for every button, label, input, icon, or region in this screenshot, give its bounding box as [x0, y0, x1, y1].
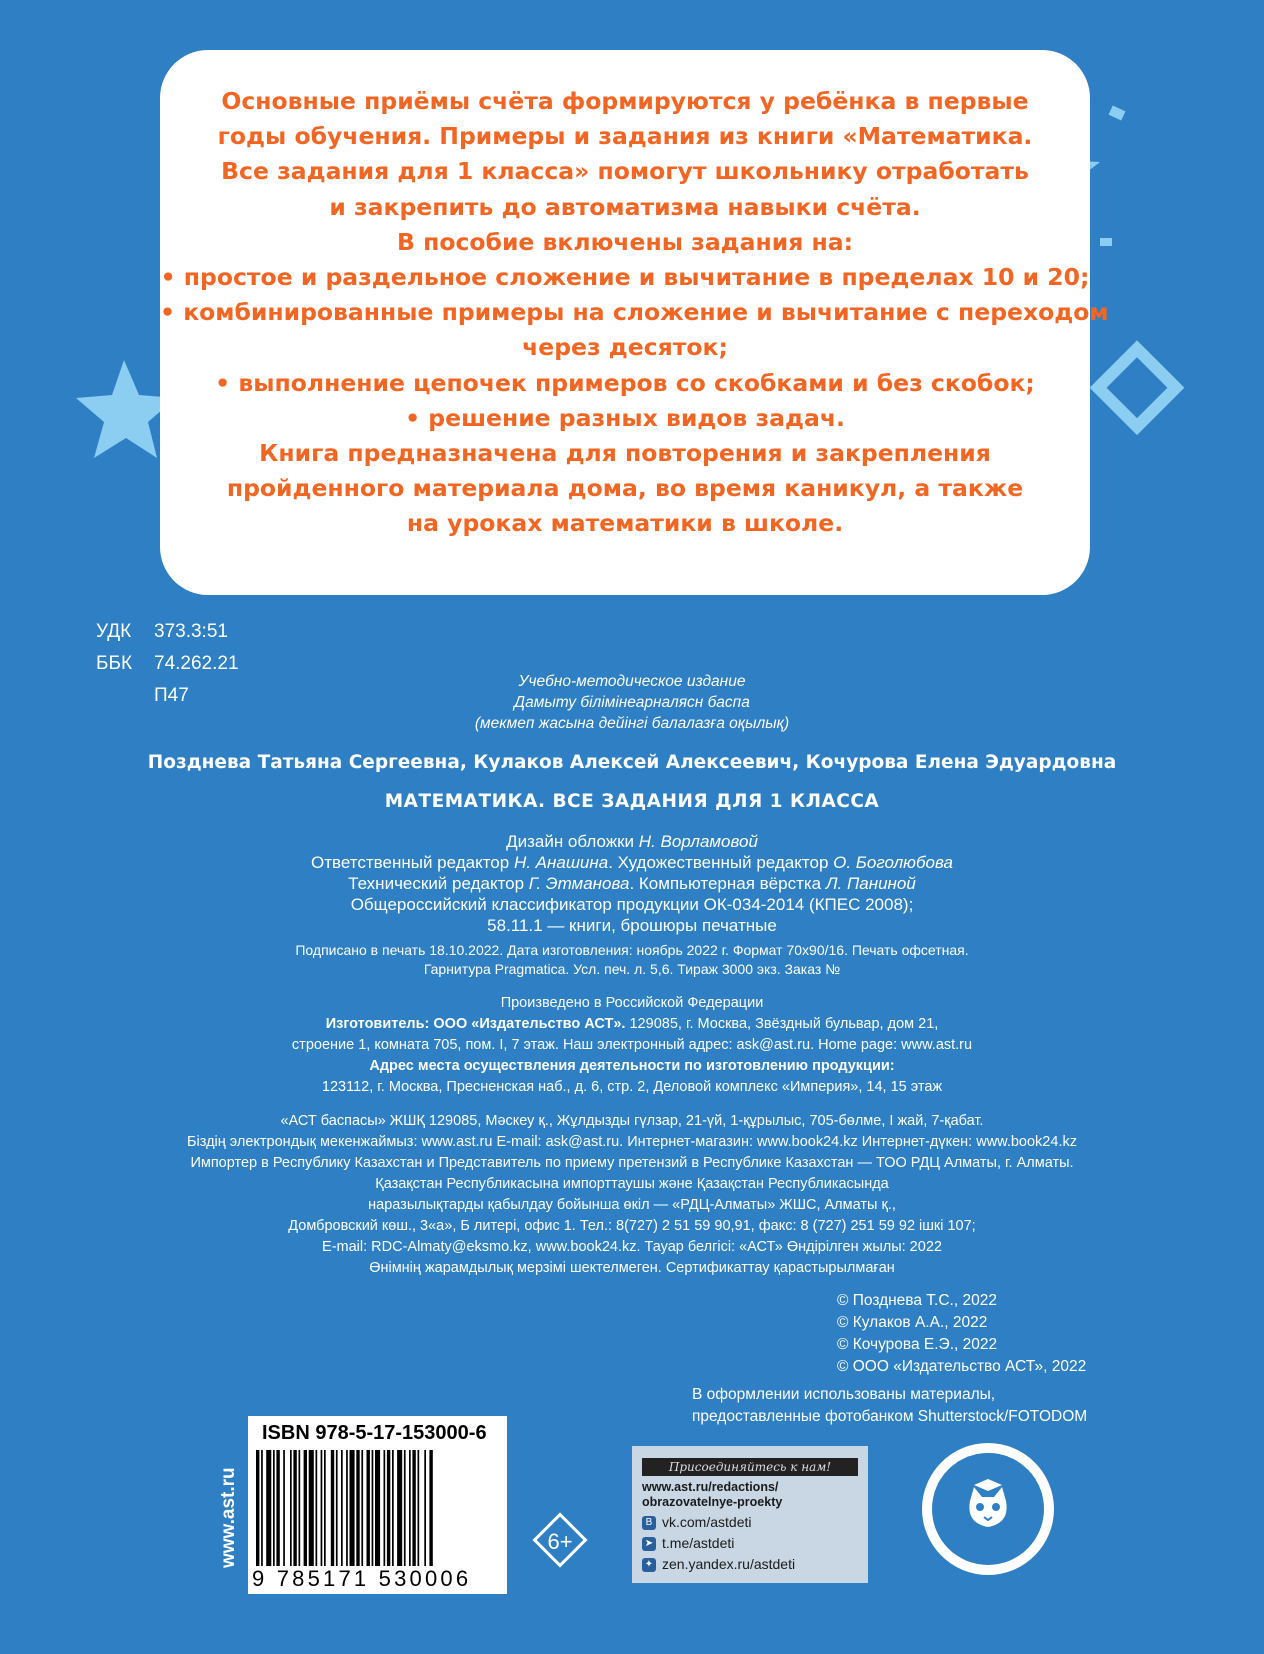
barcode-bar	[293, 1450, 296, 1566]
production-place-label: Адрес места осуществления деятельности по изготовлению продукции:	[369, 1058, 895, 1074]
description-line: Все задания для 1 класса» помогут школьнику отработать	[221, 157, 1029, 186]
vk-link[interactable]	[642, 1512, 858, 1533]
kz-line: наразылықтарды қабылдау бойынша өкіл — «РДЦ-Алматы» ЖШС, Алматы қ.,	[368, 1197, 896, 1213]
bbk-code: 74.262.21	[154, 653, 239, 674]
barcode-bar	[346, 1450, 348, 1566]
barcode-bar	[256, 1450, 259, 1566]
responsible-editor-label: Ответственный редактор	[311, 853, 514, 872]
description-line: на уроках математики в школе.	[406, 509, 844, 538]
kz-line: Қазақстан Республикасына импорттаушы және Қазақстан Республикасында	[375, 1176, 889, 1192]
udk-code: 373.3:51	[154, 621, 228, 642]
print-info-line: Подписано в печать 18.10.2022. Дата изготовления: ноябрь 2022 г. Формат 70x90/16. Печать офсетная.	[295, 942, 969, 958]
print-info-line: Гарнитура Pragmatica. Усл. печ. л. 5,6. Тираж 3000 экз. Заказ №	[423, 961, 841, 977]
barcode-bar	[404, 1450, 406, 1566]
age-rating: 6+	[547, 1529, 573, 1554]
kz-line: E-mail: RDC-Almaty@eksmo.kz, www.book24.kz. Тауар белгісі: «АСТ» Өндірілген жылы: 2022	[322, 1239, 942, 1255]
barcode-bar	[283, 1450, 285, 1566]
edition-type	[0, 671, 1264, 734]
barcode-bar	[367, 1450, 370, 1566]
classifier-line: 58.11.1 — книги, брошюры печатные	[487, 916, 777, 935]
tech-editor-name: Г. Этманова	[528, 874, 630, 893]
barcode-bar	[350, 1450, 355, 1566]
isbn: ISBN 978-5-17-153000-6	[262, 1422, 487, 1444]
barcode-bar	[412, 1450, 415, 1566]
credits	[0, 831, 1264, 936]
barcode-bar	[299, 1450, 301, 1566]
barcode	[254, 1450, 502, 1566]
join-url-line: obrazovatelnye-proekty	[642, 1495, 783, 1509]
barcode-bar	[384, 1450, 386, 1566]
layout-name: Л. Паниной	[825, 874, 916, 893]
barcode-bar	[424, 1450, 426, 1566]
barcode-bar	[372, 1450, 374, 1566]
description-text	[160, 84, 1109, 542]
barcode-bar	[276, 1450, 279, 1566]
barcode-bar	[331, 1450, 334, 1566]
barcode-digits: 9 785171 530006	[252, 1566, 472, 1591]
author-code: П47	[154, 685, 189, 706]
barcode-bar	[309, 1450, 314, 1566]
description-line: • комбинированные примеры на сложение и вычитание с переходом	[160, 298, 1109, 327]
production-place-address: 123112, г. Москва, Пресненская наб., д. 6, стр. 2, Деловой комплекс «Империя», 14, 15 этаж	[321, 1079, 943, 1095]
barcode-bar	[387, 1450, 390, 1566]
barcode-bar	[273, 1450, 275, 1566]
join-us-heading: Присоединяйтесь к нам!	[642, 1458, 858, 1476]
join-url[interactable]	[642, 1480, 858, 1510]
barcode-bar	[290, 1450, 292, 1566]
cover-design-name: Н. Ворламовой	[638, 832, 758, 851]
badge-bottom-text: ПРОЕКТЫ	[955, 1533, 1021, 1558]
description-line: • выполнение цепочек примеров со скобками и без скобок;	[215, 368, 1035, 397]
responsible-editor-name: Н. Анашина	[513, 853, 609, 872]
join-us-box	[632, 1446, 868, 1583]
copyright-block	[837, 1290, 1086, 1378]
barcode-bar	[397, 1450, 402, 1566]
zen-label: zen.yandex.ru/astdeti	[662, 1556, 796, 1572]
telegram-link[interactable]	[642, 1533, 858, 1554]
vk-icon: B	[642, 1516, 656, 1530]
photo-credit-line: предоставленные фотобанком Shutterstock/FOTODOM	[692, 1408, 1088, 1425]
barcode-bar	[392, 1450, 394, 1566]
art-editor-label: . Художественный редактор	[608, 853, 834, 872]
barcode-bar	[261, 1450, 263, 1566]
vk-label: vk.com/astdeti	[662, 1514, 752, 1530]
barcode-bar	[266, 1450, 271, 1566]
cover-design-label: Дизайн обложки	[506, 832, 639, 851]
diamond-icon	[1080, 330, 1200, 450]
barcode-bar	[321, 1450, 323, 1566]
authors: Позднева Татьяна Сергеевна, Кулаков Алексей Алексеевич, Кочурова Елена Эдуардовна	[147, 752, 1117, 773]
description-line: • простое и раздельное сложение и вычитание в пределах 10 и 20;	[160, 263, 1090, 292]
barcode-bar	[336, 1450, 338, 1566]
site-vertical: www.ast.ru	[218, 1467, 239, 1568]
educational-projects-badge	[918, 1439, 1058, 1579]
description-line: Книга предназначена для повторения и закрепления	[259, 439, 991, 468]
description-line: через десяток;	[522, 333, 728, 362]
manufacturer-label: Изготовитель: ООО «Издательство АСТ».	[325, 1016, 626, 1032]
book-title: МАТЕМАТИКА. ВСЕ ЗАДАНИЯ ДЛЯ 1 КЛАССА	[384, 791, 880, 812]
copyright-line: © Кулаков А.А., 2022	[837, 1314, 988, 1331]
barcode-bar	[418, 1450, 420, 1566]
age-rating-icon	[528, 1508, 592, 1572]
manufacturer-info	[0, 993, 1264, 1098]
kz-line: Импортер в Республику Казахстан и Представитель по приему претензий в Республике Казахстан — ТОО РДЦ Алматы, г. Алматы.	[190, 1155, 1074, 1171]
edition-line: Дамыту білімінеарналясн баспа	[514, 694, 750, 711]
copyright-line: © ООО «Издательство АСТ», 2022	[837, 1358, 1087, 1375]
barcode-bar	[316, 1450, 318, 1566]
barcode-bar	[341, 1450, 343, 1566]
kz-line: Өнімнің жарамдылық мерзімі шектелмеген. Сертификаттау қарастырылмаған	[369, 1260, 895, 1276]
print-info	[0, 941, 1264, 979]
zen-icon: ✦	[642, 1558, 656, 1572]
telegram-icon: ➤	[642, 1537, 656, 1551]
zen-link[interactable]	[642, 1554, 858, 1575]
barcode-bar	[375, 1450, 380, 1566]
manufacturer-address: строение 1, комната 705, пом. I, 7 этаж. Наш электронный адрес: ask@ast.ru. Home page: www.ast.ru	[291, 1037, 973, 1053]
barcode-bar	[361, 1450, 363, 1566]
kazakhstan-info	[0, 1111, 1264, 1279]
barcode-bar	[304, 1450, 307, 1566]
barcode-bar	[356, 1450, 359, 1566]
photo-credit	[692, 1384, 1087, 1428]
badge-top-text: ОБРАЗОВАТЕЛЬНЫЕ	[931, 1450, 1045, 1500]
tech-editor-label: Технический редактор	[348, 874, 529, 893]
description-line: Основные приёмы счёта формируются у ребёнка в первые	[221, 87, 1029, 115]
produced-in: Произведено в Российской Федерации	[500, 995, 764, 1011]
art-editor-name: О. Боголюбова	[833, 853, 953, 872]
description-line: • решение разных видов задач.	[405, 403, 845, 432]
edition-line: Учебно-методическое издание	[518, 673, 746, 690]
layout-label: . Компьютерная вёрстка	[629, 874, 826, 893]
join-url-line: www.ast.ru/redactions/	[642, 1480, 779, 1494]
classifier-line: Общероссийский классификатор продукции ОК-034-2014 (КПЕС 2008);	[350, 895, 914, 914]
udk-label: УДК	[96, 621, 132, 642]
kz-line: Домбровский көш., 3«а», Б литері, офис 1. Тел.: 8(727) 2 51 59 90,91, факс: 8 (727) 251 59 92 ішкі 107;	[288, 1218, 976, 1234]
description-line: пройденного материала дома, во время каникул, а также	[226, 474, 1024, 503]
copyright-line: © Позднева Т.С., 2022	[837, 1292, 997, 1309]
manufacturer-address: 129085, г. Москва, Звёздный бульвар, дом 21,	[625, 1016, 939, 1032]
photo-credit-line: В оформлении использованы материалы,	[692, 1386, 996, 1403]
copyright-line: © Кочурова Е.Э., 2022	[837, 1336, 998, 1353]
description-line: и закрепить до автоматизма навыки счёта.	[329, 192, 921, 221]
description-line: В пособие включены задания на:	[397, 227, 853, 256]
description-line: годы обучения. Примеры и задания из книги «Математика.	[217, 122, 1033, 151]
barcode-bar	[409, 1450, 411, 1566]
telegram-label: t.me/astdeti	[662, 1535, 735, 1551]
edition-line: (мекмеп жасына дейінгі балалазға оқылық)	[474, 715, 790, 732]
barcode-box	[248, 1416, 507, 1594]
kz-line: Біздің электрондық мекенжаймыз: www.ast.ru E-mail: ask@ast.ru. Интернет-магазин: www.book24.kz Интернет-дүкен: www.book24.kz	[187, 1134, 1077, 1150]
barcode-bar	[324, 1450, 326, 1566]
kz-line: «АСТ баспасы» ЖШҚ 129085, Мәскеу қ., Жұлдызды гүлзар, 21-үй, 1-құрылыс, 705-бөлме, I жай, 7-қабат.	[280, 1113, 984, 1129]
bbk-label: ББК	[96, 653, 133, 674]
barcode-bar	[429, 1450, 432, 1566]
